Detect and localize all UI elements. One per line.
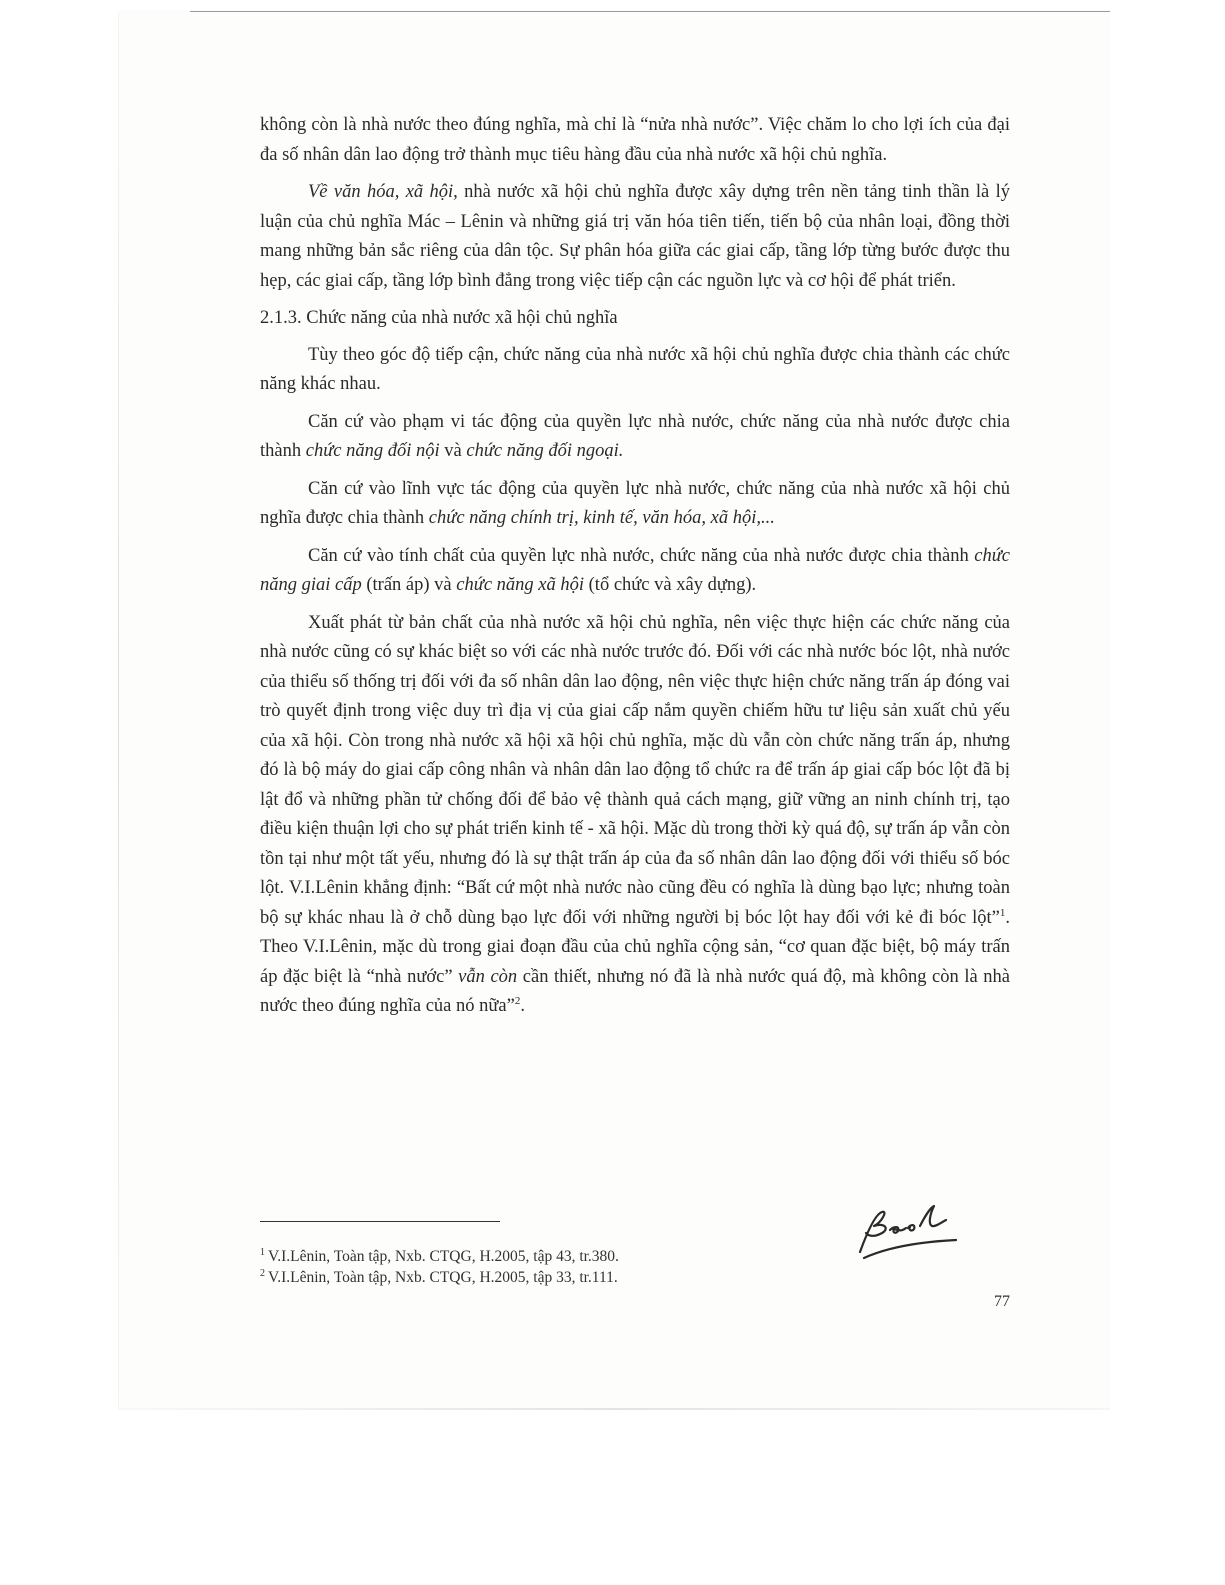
footnote-ref: 1 bbox=[999, 906, 1006, 919]
paragraph bbox=[260, 475, 1010, 534]
text-run: Tùy theo góc độ tiếp cận, chức năng của nhà nước xã hội chủ nghĩa được chia thành các chức năng khác nhau. bbox=[260, 344, 1010, 394]
body-text bbox=[260, 111, 1010, 1022]
text-run: Căn cứ vào tính chất của quyền lực nhà nước, chức năng của nhà nước được chia thành bbox=[308, 545, 975, 566]
text-run: và bbox=[439, 441, 467, 461]
paragraph bbox=[260, 111, 1010, 170]
section-heading bbox=[260, 304, 1010, 334]
top-scan-edge bbox=[190, 11, 1110, 12]
italic-text: chức năng chính trị, kinh tế, văn hóa, xã hội,... bbox=[428, 508, 775, 528]
text-run: 2.1.3. Chức năng của nhà nước xã hội chủ nghĩa bbox=[260, 308, 618, 328]
footnote-mark: 1 bbox=[260, 1246, 265, 1258]
text-run: nhà nước xã hội chủ nghĩa được xây dựng trên nền tảng tinh thần là lý luận của chủ nghĩa Mác – Lênin và những giá trị văn hóa tiên tiến, tiến bộ của nhân loại, đồng thời mang những bản sắc riêng của dân tộc. Sự phân hóa giữa các giai cấp, tầng lớp từng bước được thu hẹp, các giai cấp, tầng lớp bình đẳng trong việc tiếp cận các nguồn lực và cơ hội để phát triển. bbox=[260, 182, 1010, 291]
page-number: 77 bbox=[994, 1293, 1010, 1310]
italic-text: vẫn còn bbox=[458, 966, 518, 987]
text-run: (tổ chức và xây dựng). bbox=[584, 575, 757, 595]
footnote-text: V.I.Lênin, Toàn tập, Nxb. CTQG, H.2005, tập 33, tr.111. bbox=[268, 1269, 618, 1286]
footnote-text: V.I.Lênin, Toàn tập, Nxb. CTQG, H.2005, tập 43, tr.380. bbox=[268, 1248, 619, 1265]
footnote bbox=[260, 1267, 820, 1288]
text-run: . Theo V.I.Lênin, mặc dù trong giai đoạn đầu của chủ nghĩa cộng sản, “cơ quan đặc biệt, bộ máy trấn áp đặc biệt là “nhà nước” bbox=[260, 907, 1010, 987]
italic-text: Về văn hóa, xã hội, bbox=[308, 182, 458, 202]
italic-text: chức năng đối ngoại. bbox=[466, 441, 624, 461]
paragraph bbox=[260, 178, 1010, 296]
text-run: Căn cứ vào phạm vi tác động của quyền lực nhà nước, chức năng của nhà nước được chia thành bbox=[260, 411, 1010, 461]
handwritten-signature bbox=[846, 1200, 961, 1260]
footnote-mark: 2 bbox=[260, 1267, 265, 1279]
italic-text: chức năng đối nội bbox=[305, 441, 440, 461]
text-run: không còn là nhà nước theo đúng nghĩa, mà chỉ là “nửa nhà nước”. Việc chăm lo cho lợi ích của đại đa số nhân dân lao động trở thành mục tiêu hàng đầu của nhà nước xã hội chủ nghĩa. bbox=[260, 115, 1010, 165]
left-scan-edge bbox=[118, 12, 119, 1408]
text-run: cần thiết, nhưng nó đã là nhà nước quá độ, mà không còn là nhà nước theo đúng nghĩa của nó nữa” bbox=[260, 966, 1010, 1016]
text-run: . bbox=[520, 996, 525, 1016]
paragraph bbox=[260, 341, 1010, 400]
footnote bbox=[260, 1246, 820, 1267]
footnote-separator bbox=[260, 1221, 500, 1222]
text-run: Xuất phát từ bản chất của nhà nước xã hội chủ nghĩa, nên việc thực hiện các chức năng của nhà nước cũng có sự khác biệt so với các nhà nước trước đó. Đối với các nhà nước bóc lột, nhà nước của thiểu số thống trị đối với đa số nhân dân lao động, nên việc thực hiện chức năng trấn áp đóng vai trò quyết định trong việc duy trì địa vị của giai cấp nắm quyền chiếm hữu tư liệu sản xuất chủ yếu của xã hội. Còn trong nhà nước xã hội xã hội chủ nghĩa, mặc dù vẫn còn chức năng trấn áp, nhưng đó là bộ máy do giai cấp công nhân và nhân dân lao động tổ chức ra để trấn áp giai cấp bóc lột đã bị lật đổ và những phần tử chống đối để bảo vệ thành quả cách mạng, giữ vững an ninh chính trị, tạo điều kiện thuận lợi cho sự phát triển kinh tế - xã hội. Mặc dù trong thời kỳ quá độ, sự trấn áp vẫn còn tồn tại như một tất yếu, nhưng đó là sự thật trấn áp của đa số nhân dân lao động đối với thiểu số bóc lột. V.I.Lênin khẳng định: “Bất cứ một nhà nước nào cũng đều có nghĩa là dùng bạo lực; nhưng toàn bộ sự khác nhau là ở chỗ dùng bạo lực đối với những người bị bóc lột hay đối với kẻ đi bóc lột” bbox=[260, 612, 1010, 928]
footnotes bbox=[260, 1246, 820, 1288]
text-run: Căn cứ vào lĩnh vực tác động của quyền lực nhà nước, chức năng của nhà nước xã hội chủ nghĩa được chia thành bbox=[260, 478, 1010, 528]
italic-text: chức năng xã hội bbox=[456, 575, 585, 595]
paragraph bbox=[260, 408, 1010, 467]
paragraph bbox=[260, 609, 1010, 1022]
bottom-scan-edge bbox=[118, 1408, 1110, 1410]
text-run: (trấn áp) và bbox=[361, 575, 457, 595]
footnote-ref: 2 bbox=[514, 994, 521, 1007]
paragraph bbox=[260, 542, 1010, 601]
italic-text: chức năng giai cấp bbox=[260, 545, 1010, 595]
